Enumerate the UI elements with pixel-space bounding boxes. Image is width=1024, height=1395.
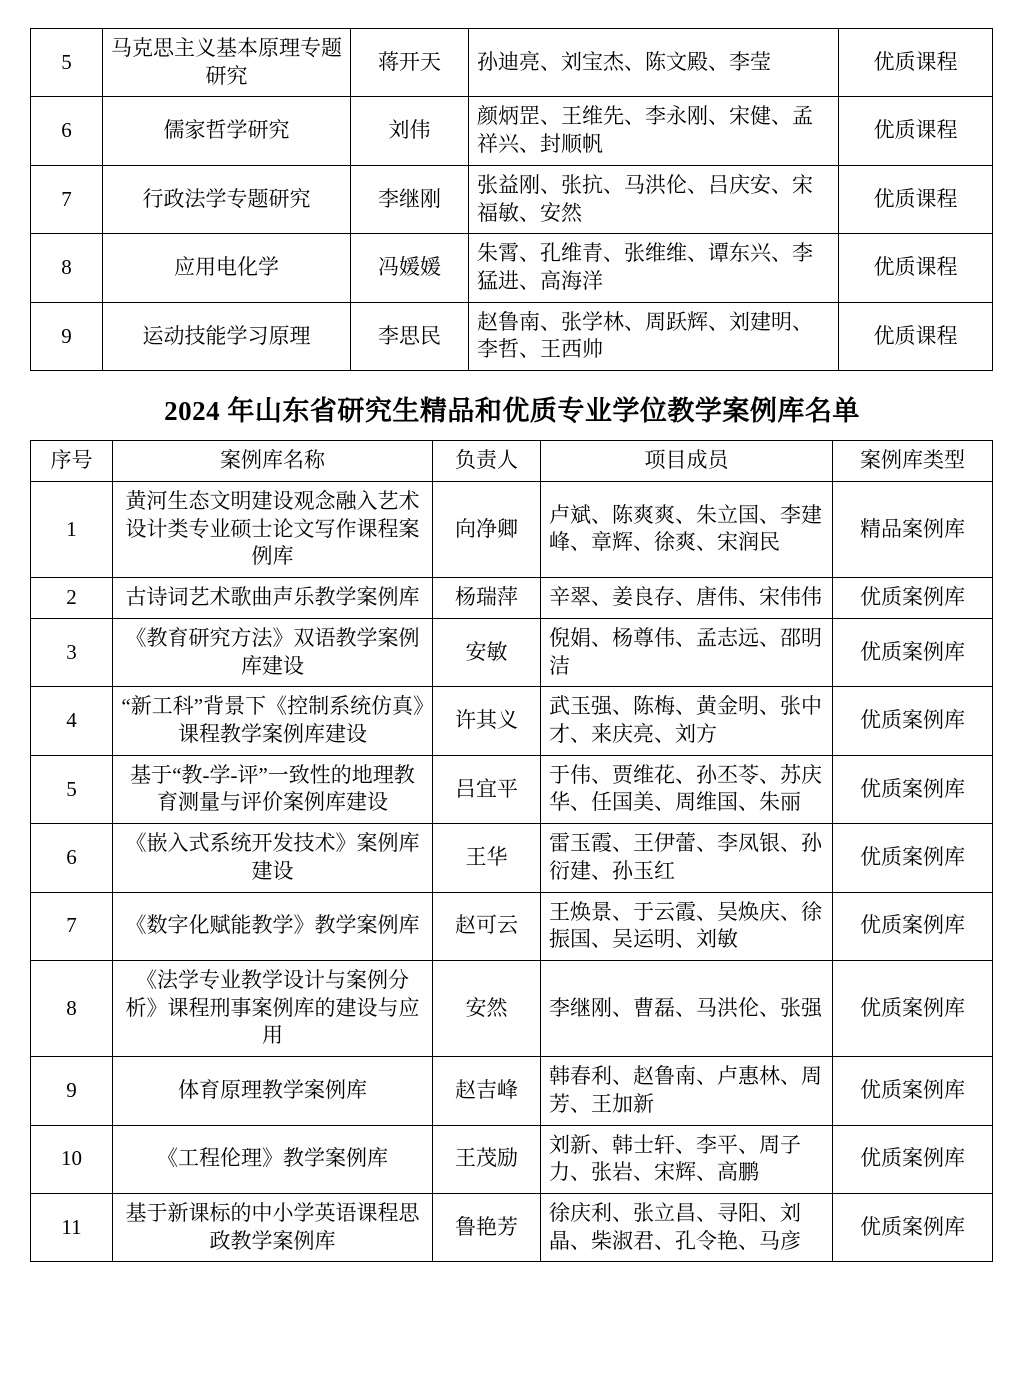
case-leader: 杨瑞萍 (433, 578, 541, 619)
course-members: 朱霄、孔维青、张维维、谭东兴、李猛进、高海洋 (469, 234, 839, 302)
page-title: 2024 年山东省研究生精品和优质专业学位教学案例库名单 (164, 396, 860, 427)
row-index: 3 (31, 618, 113, 686)
course-members: 赵鲁南、张学林、周跃辉、刘建明、李哲、王西帅 (469, 302, 839, 370)
course-members: 张益刚、张抗、马洪伦、吕庆安、宋福敏、安然 (469, 165, 839, 233)
case-members: 徐庆利、张立昌、寻阳、刘晶、柴淑君、孔令艳、马彦 (541, 1194, 833, 1262)
table-row (31, 892, 993, 960)
case-name: 《教育研究方法》双语教学案例库建设 (113, 618, 433, 686)
case-type: 优质案例库 (833, 687, 993, 755)
case-leader: 安敏 (433, 618, 541, 686)
case-name: 《法学专业教学设计与案例分析》课程刑事案例库的建设与应用 (113, 960, 433, 1056)
case-members: 卢斌、陈爽爽、朱立国、李建峰、章辉、徐爽、宋润民 (541, 481, 833, 577)
row-index: 4 (31, 687, 113, 755)
case-type: 优质案例库 (833, 755, 993, 823)
courses-table-body (31, 29, 993, 371)
table-row (31, 755, 993, 823)
row-index: 8 (31, 234, 103, 302)
row-index: 1 (31, 481, 113, 577)
case-name: 基于“教-学-评”一致性的地理教育测量与评价案例库建设 (113, 755, 433, 823)
case-library-table (30, 440, 993, 1262)
row-index: 9 (31, 302, 103, 370)
case-members: 刘新、韩士轩、李平、周子力、张岩、宋辉、高鹏 (541, 1125, 833, 1193)
row-index: 7 (31, 165, 103, 233)
course-leader: 刘伟 (351, 97, 469, 165)
case-name: 黄河生态文明建设观念融入艺术设计类专业硕士论文写作课程案例库 (113, 481, 433, 577)
row-index: 5 (31, 755, 113, 823)
case-leader: 赵吉峰 (433, 1057, 541, 1125)
course-leader: 冯媛媛 (351, 234, 469, 302)
course-leader: 李思民 (351, 302, 469, 370)
column-header-type: 案例库类型 (833, 441, 993, 482)
table-header-row (31, 441, 993, 482)
table-row (31, 234, 993, 302)
row-index: 9 (31, 1057, 113, 1125)
case-type: 优质案例库 (833, 578, 993, 619)
case-name: 古诗词艺术歌曲声乐教学案例库 (113, 578, 433, 619)
case-leader: 向净卿 (433, 481, 541, 577)
case-name: “新工科”背景下《控制系统仿真》课程教学案例库建设 (113, 687, 433, 755)
table-row (31, 824, 993, 892)
case-library-table-body (31, 481, 993, 1262)
case-type: 优质案例库 (833, 1194, 993, 1262)
column-header-name: 案例库名称 (113, 441, 433, 482)
case-members: 于伟、贾维花、孙丕苓、苏庆华、任国美、周维国、朱丽 (541, 755, 833, 823)
course-name: 行政法学专题研究 (103, 165, 351, 233)
table-row (31, 29, 993, 97)
table-row (31, 960, 993, 1056)
table-row (31, 302, 993, 370)
row-index: 6 (31, 824, 113, 892)
case-name: 《嵌入式系统开发技术》案例库建设 (113, 824, 433, 892)
case-members: 辛翠、姜良存、唐伟、宋伟伟 (541, 578, 833, 619)
table-row (31, 687, 993, 755)
column-header-index: 序号 (31, 441, 113, 482)
case-members: 王焕景、于云霞、吴焕庆、徐振国、吴运明、刘敏 (541, 892, 833, 960)
case-type: 优质案例库 (833, 1125, 993, 1193)
course-members: 颜炳罡、王维先、李永刚、宋健、孟祥兴、封顺帆 (469, 97, 839, 165)
table-row (31, 618, 993, 686)
case-leader: 王华 (433, 824, 541, 892)
case-type: 优质案例库 (833, 824, 993, 892)
case-leader: 王茂励 (433, 1125, 541, 1193)
course-leader: 蒋开天 (351, 29, 469, 97)
course-type: 优质课程 (839, 97, 993, 165)
case-leader: 安然 (433, 960, 541, 1056)
case-leader: 许其义 (433, 687, 541, 755)
course-type: 优质课程 (839, 234, 993, 302)
case-library-table-head (31, 441, 993, 482)
row-index: 2 (31, 578, 113, 619)
case-members: 韩春利、赵鲁南、卢惠林、周芳、王加新 (541, 1057, 833, 1125)
courses-table-continued (30, 28, 993, 371)
table-row (31, 1194, 993, 1262)
case-type: 优质案例库 (833, 1057, 993, 1125)
case-leader: 鲁艳芳 (433, 1194, 541, 1262)
course-type: 优质课程 (839, 165, 993, 233)
row-index: 5 (31, 29, 103, 97)
row-index: 8 (31, 960, 113, 1056)
table-row (31, 1057, 993, 1125)
case-name: 《数字化赋能教学》教学案例库 (113, 892, 433, 960)
case-name: 基于新课标的中小学英语课程思政教学案例库 (113, 1194, 433, 1262)
table-row (31, 165, 993, 233)
case-members: 雷玉霞、王伊蕾、李凤银、孙衍建、孙玉红 (541, 824, 833, 892)
row-index: 7 (31, 892, 113, 960)
column-header-members: 项目成员 (541, 441, 833, 482)
column-header-leader: 负责人 (433, 441, 541, 482)
case-type: 优质案例库 (833, 960, 993, 1056)
case-leader: 吕宜平 (433, 755, 541, 823)
case-members: 武玉强、陈梅、黄金明、张中才、来庆亮、刘方 (541, 687, 833, 755)
table-row (31, 481, 993, 577)
row-index: 11 (31, 1194, 113, 1262)
case-type: 优质案例库 (833, 618, 993, 686)
course-name: 马克思主义基本原理专题研究 (103, 29, 351, 97)
row-index: 10 (31, 1125, 113, 1193)
course-type: 优质课程 (839, 29, 993, 97)
course-name: 运动技能学习原理 (103, 302, 351, 370)
row-index: 6 (31, 97, 103, 165)
case-type: 精品案例库 (833, 481, 993, 577)
case-name: 体育原理教学案例库 (113, 1057, 433, 1125)
course-name: 应用电化学 (103, 234, 351, 302)
case-name: 《工程伦理》教学案例库 (113, 1125, 433, 1193)
table-row (31, 1125, 993, 1193)
case-leader: 赵可云 (433, 892, 541, 960)
case-members: 李继刚、曹磊、马洪伦、张强 (541, 960, 833, 1056)
table-row (31, 578, 993, 619)
course-leader: 李继刚 (351, 165, 469, 233)
case-type: 优质案例库 (833, 892, 993, 960)
course-type: 优质课程 (839, 302, 993, 370)
course-members: 孙迪亮、刘宝杰、陈文殿、李莹 (469, 29, 839, 97)
table-row (31, 97, 993, 165)
case-members: 倪娟、杨尊伟、孟志远、邵明洁 (541, 618, 833, 686)
course-name: 儒家哲学研究 (103, 97, 351, 165)
